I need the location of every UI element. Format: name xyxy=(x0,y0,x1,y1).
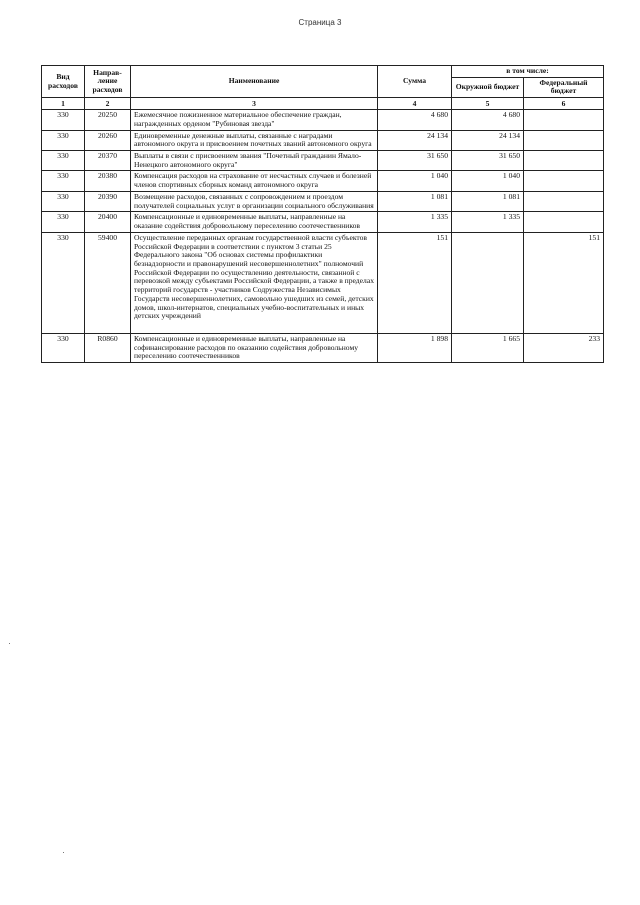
cell-vid: 330 xyxy=(42,110,85,130)
table-row xyxy=(42,232,604,333)
cell-vid: 330 xyxy=(42,212,85,232)
cell-name: Компенсационные и единовременные выплаты, направленные на софинансирование расходов по оказанию содействия добровольному переселению соотечественников xyxy=(131,333,378,362)
header-napravlenie-rashodov: Направ-ление расходов xyxy=(85,66,131,98)
cell-napravlenie: 20370 xyxy=(85,151,131,171)
table-row xyxy=(42,171,604,191)
cell-napravlenie: 20400 xyxy=(85,212,131,232)
cell-federalnyy: 151 xyxy=(524,232,604,333)
header-summa: Сумма xyxy=(378,66,452,98)
column-number-row xyxy=(42,98,604,110)
cell-federalnyy xyxy=(524,110,604,130)
cell-name: Единовременные денежные выплаты, связанные с наградами автономного округа и присвоением почетных званий автономного округа xyxy=(131,130,378,150)
scan-speck xyxy=(63,852,64,853)
cell-sum: 1 335 xyxy=(378,212,452,232)
table-row xyxy=(42,130,604,150)
cell-vid: 330 xyxy=(42,151,85,171)
header-federalnyy-byudzhet: Федеральный бюджет xyxy=(524,77,604,97)
table-row xyxy=(42,212,604,232)
cell-name: Ежемесячное пожизненное материальное обеспечение граждан, награжденных орденом "Рубиновая звезда" xyxy=(131,110,378,130)
header-naimenovanie: Наименование xyxy=(131,66,378,98)
cell-vid: 330 xyxy=(42,171,85,191)
cell-napravlenie: 20250 xyxy=(85,110,131,130)
cell-okruzhnoy: 24 134 xyxy=(452,130,524,150)
cell-vid: 330 xyxy=(42,130,85,150)
cell-federalnyy xyxy=(524,151,604,171)
column-number: 5 xyxy=(452,98,524,110)
cell-napravlenie: 59400 xyxy=(85,232,131,333)
cell-okruzhnoy: 4 680 xyxy=(452,110,524,130)
cell-name: Компенсация расходов на страхование от несчастных случаев и болезней членов спортивных сборных команд автономного округа xyxy=(131,171,378,191)
cell-sum: 31 650 xyxy=(378,151,452,171)
cell-okruzhnoy: 1 335 xyxy=(452,212,524,232)
budget-table xyxy=(41,65,604,363)
header-okruzhnoy-byudzhet: Окружной бюджет xyxy=(452,77,524,97)
column-number: 4 xyxy=(378,98,452,110)
cell-sum: 1 898 xyxy=(378,333,452,362)
cell-napravlenie: 20260 xyxy=(85,130,131,150)
cell-federalnyy xyxy=(524,191,604,211)
cell-sum: 4 680 xyxy=(378,110,452,130)
cell-federalnyy xyxy=(524,130,604,150)
scan-speck xyxy=(9,643,10,644)
table-row xyxy=(42,191,604,211)
cell-vid: 330 xyxy=(42,191,85,211)
cell-napravlenie: 20390 xyxy=(85,191,131,211)
cell-federalnyy: 233 xyxy=(524,333,604,362)
cell-name: Возмещение расходов, связанных с сопровождением и проездом получателей социальных услуг в организации социального обслуживания xyxy=(131,191,378,211)
table-row xyxy=(42,333,604,362)
cell-name: Выплаты в связи с присвоением звания "Почетный гражданин Ямало-Ненецкого автономного округа" xyxy=(131,151,378,171)
header-vid-rashodov: Вид расходов xyxy=(42,66,85,98)
cell-napravlenie: 20380 xyxy=(85,171,131,191)
cell-federalnyy xyxy=(524,212,604,232)
column-number: 3 xyxy=(131,98,378,110)
cell-okruzhnoy xyxy=(452,232,524,333)
cell-federalnyy xyxy=(524,171,604,191)
cell-sum: 1 040 xyxy=(378,171,452,191)
cell-vid: 330 xyxy=(42,333,85,362)
column-number: 2 xyxy=(85,98,131,110)
cell-okruzhnoy: 1 665 xyxy=(452,333,524,362)
column-number: 1 xyxy=(42,98,85,110)
cell-sum: 24 134 xyxy=(378,130,452,150)
cell-name: Осуществление переданных органам государственной власти субъектов Российской Федерации в соответствии с пунктом 3 статьи 25 Федерального закона "Об основах системы профилактики безнадзорности и правонарушений несовершеннолетних" полномочий Российской Федерации по осуществлению деятельности, связанной с перевозкой между субъектами Российской Федерации, а также в пределах территорий государств - участников Содружества Независимых Государств несовершеннолетних, самовольно ушедших из семей, детских домов, школ-интернатов, специальных учебно-воспитательных и иных детских учреждений xyxy=(131,232,378,333)
cell-vid: 330 xyxy=(42,232,85,333)
column-number: 6 xyxy=(524,98,604,110)
page-number-label: Страница 3 xyxy=(298,18,342,27)
table-header xyxy=(42,66,604,110)
header-v-tom-chisle: в том числе: xyxy=(452,66,604,78)
cell-napravlenie: R0860 xyxy=(85,333,131,362)
cell-sum: 151 xyxy=(378,232,452,333)
table-row xyxy=(42,110,604,130)
cell-okruzhnoy: 1 040 xyxy=(452,171,524,191)
cell-okruzhnoy: 1 081 xyxy=(452,191,524,211)
table-row xyxy=(42,151,604,171)
cell-okruzhnoy: 31 650 xyxy=(452,151,524,171)
cell-name: Компенсационные и единовременные выплаты, направленные на оказание содействия добровольному переселению соотечественников xyxy=(131,212,378,232)
cell-sum: 1 081 xyxy=(378,191,452,211)
